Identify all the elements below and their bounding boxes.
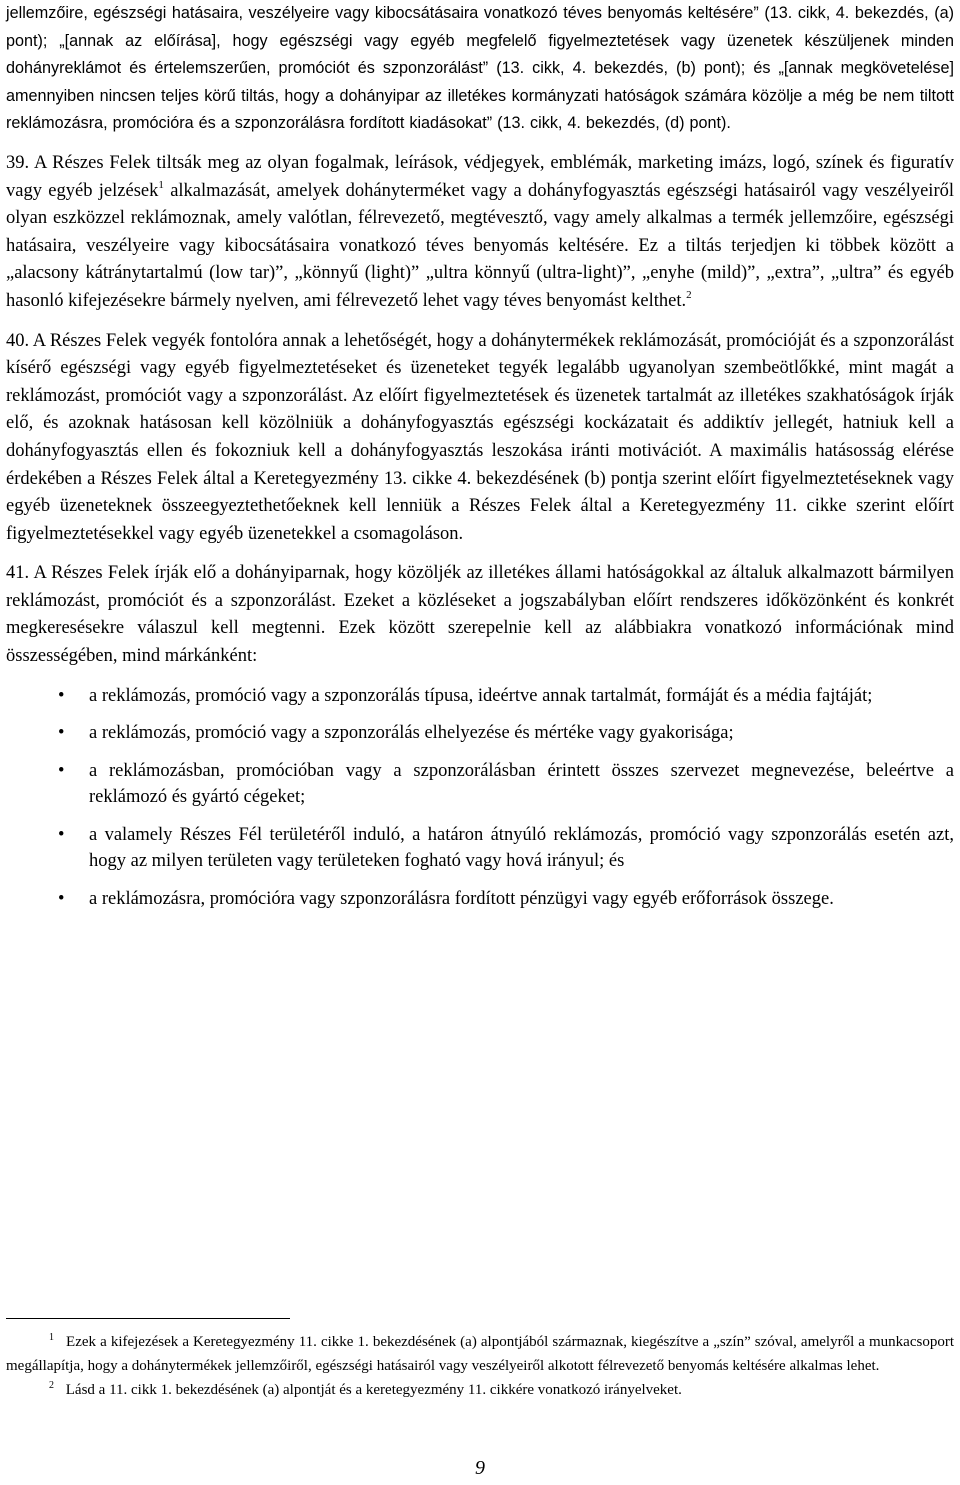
paragraph-41: [6, 560, 954, 670]
intro-paragraph: jellemzőire, egészségi hatásaira, veszélyeire vagy kibocsátásaira vonatkozó téves benyomás keltésére” (13. cikk, 4. bekezdés, (a) pont); „[annak az előírása], hogy egészségi vagy egyéb megfelelő figyelmeztetések vagy üzenetek készüljenek minden dohányreklámot és értelemszerűen, promóciót és szponzorálást” (13. cikk, 4. bekezdés, (b) pont); és „[annak megkövetelése] amennyiben nincsen teljes körű tiltás, hogy a dohányipar az illetékes kormányzati hatóságok számára közölje a még be nem tiltott reklámozásra, promócióra és a szponzorálásra fordított kiadásokat” (13. cikk, 4. bekezdés, (d) pont).: [6, 4, 954, 133]
bullet-icon: •: [58, 723, 65, 744]
list-item-text: a valamely Részes Fél területéről induló, a határon átnyúló reklámozás, promóció vagy szponzorálás esetén azt, hogy az milyen területen vagy területeken fogható vagy hová irányul; és: [89, 824, 954, 872]
footnotes: [6, 1330, 954, 1402]
paragraph-41-number: 41.: [6, 563, 30, 584]
list-item: [6, 720, 954, 747]
footnote-1-mark-wrap: [6, 1330, 62, 1354]
footnote-1: [6, 1330, 954, 1378]
list-item-text: a reklámozásban, promócióban vagy a szponzorálásban érintett összes szervezet megnevezése, beleértve a reklámozó és gyártó cégeket;: [89, 760, 954, 808]
footnote-divider: [6, 1318, 290, 1319]
paragraph-40-number: 40.: [6, 330, 30, 351]
footnote-2-mark: 2: [49, 1380, 54, 1391]
list-item: [6, 683, 954, 710]
paragraph-39: [6, 150, 954, 316]
list-item: [6, 822, 954, 875]
paragraph-40: [6, 328, 954, 549]
footnote-2-mark-wrap: [6, 1378, 62, 1402]
bullet-icon: •: [58, 760, 65, 781]
paragraph-41-text: A Részes Felek írják elő a dohányiparnak, hogy közöljék az illetékes állami hatóságokkal az általuk alkalmazott bármilyen reklámozást, promóciót és a szponzorálást. Ezeket a közléseket a jogszabályban előírt rendszeres időközönként és konkrét megkeresésekre válaszul kell megtenni. Ezek között szerepelnie kell az alábbiakra vonatkozó információnak mind összességében, mind márkánként:: [6, 563, 954, 667]
footnote-1-text: Ezek a kifejezések a Keretegyezmény 11. cikke 1. bekezdésének (a) alpontjából származnak, kiegészítve a „szín” szóval, amelyről a munkacsoport megállapítja, hogy a dohánytermékek jellemzőiről, egészségi hatásairól vagy veszélyeiről alkotott félrevezető benyomás keltésére alkalmas lehet.: [6, 1334, 954, 1374]
paragraph-39-number: 39.: [6, 152, 30, 173]
list-item-text: a reklámozás, promóció vagy a szponzorálás típusa, ideértve annak tartalmát, formáját és a média fajtáját;: [89, 685, 873, 706]
footnote-ref-2[interactable]: 2: [686, 288, 692, 301]
paragraph-39-text-a: A Részes Felek tiltsák meg az olyan fogalmak, leírások, védjegyek, emblémák, marketing imázs, logó, színek és figuratív vagy egyéb jelzések: [6, 152, 954, 201]
paragraph-40-text: A Részes Felek vegyék fontolóra annak a lehetőségét, hogy a dohánytermékek reklámozását, promócióját és a szponzorálást kísérő egészségi vagy egyéb figyelmeztetéseket és üzeneteket tegyék legalább ugyanolyan szembeötlőkké, mint magát a reklámozást, promóciót vagy a szponzorálást. Az előírt figyelmeztetések és üzenetek tartalmát az illetékes szakhatóságok írják elő, és azoknak hatásosan kell közölniük a dohányfogyasztás egészségi kockázatait és addiktív jellegét, hatniuk kell a dohányfogyasztás ellen és fokozniuk kell a dohányfogyasztás leszokása iránti motivációt. A maximális hatásosság elérése érdekében a Részes Felek által a Keretegyezmény 13. cikke 4. bekezdésének (b) pontja szerint előírt figyelmeztetéseknek vagy egyéb üzeneteknek összeegyeztethetőeknek kell lenniük a Részes Felek által a Keretegyezmény 11. cikke szerint előírt figyelmeztetésekkel vagy egyéb üzenetekkel a csomagoláson.: [6, 330, 954, 544]
bullet-icon: •: [58, 888, 65, 909]
footnote-ref-1[interactable]: 1: [158, 178, 164, 191]
document-page: [6, 0, 954, 923]
bullet-icon: •: [58, 824, 65, 845]
bullet-list: [6, 683, 954, 913]
list-item-text: a reklámozásra, promócióra vagy szponzorálásra fordított pénzügyi vagy egyéb erőforrások összege.: [89, 888, 834, 909]
list-item: [6, 758, 954, 811]
list-item-text: a reklámozás, promóció vagy a szponzorálás elhelyezése és mértéke vagy gyakorisága;: [89, 723, 734, 744]
paragraph-39-text-b: alkalmazását, amelyek dohányterméket vagy a dohányfogyasztás egészségi hatásairól vagy veszélyeiről olyan eszközzel reklámoznak, amely valótlan, félrevezető, megtévesztő, vagy amely alkalmas a termék jellemzőire, egészségi hatásaira, veszélyeire vagy kibocsátásaira vonatkozó téves benyomás keltésére. Ez a tiltás terjedjen ki többek között a „alacsony kátránytartalmú (low tar)”, „könnyű (light)” „ultra könnyű (ultra-light)”, „enyhe (mild)”, „extra”, „ultra” és egyéb hasonló kifejezésekre bármely nyelven, ami félrevezető lehet vagy téves benyomást kelthet.: [6, 180, 954, 311]
bullet-icon: •: [58, 685, 65, 706]
footnote-2-text: Lásd a 11. cikk 1. bekezdésének (a) alpontját és a keretegyezmény 11. cikkére vonatkozó irányelveket.: [62, 1382, 682, 1398]
footnote-2: [6, 1378, 954, 1402]
footnote-1-mark: 1: [49, 1332, 54, 1343]
page-number: 9: [475, 1457, 485, 1479]
list-item: [6, 886, 954, 913]
